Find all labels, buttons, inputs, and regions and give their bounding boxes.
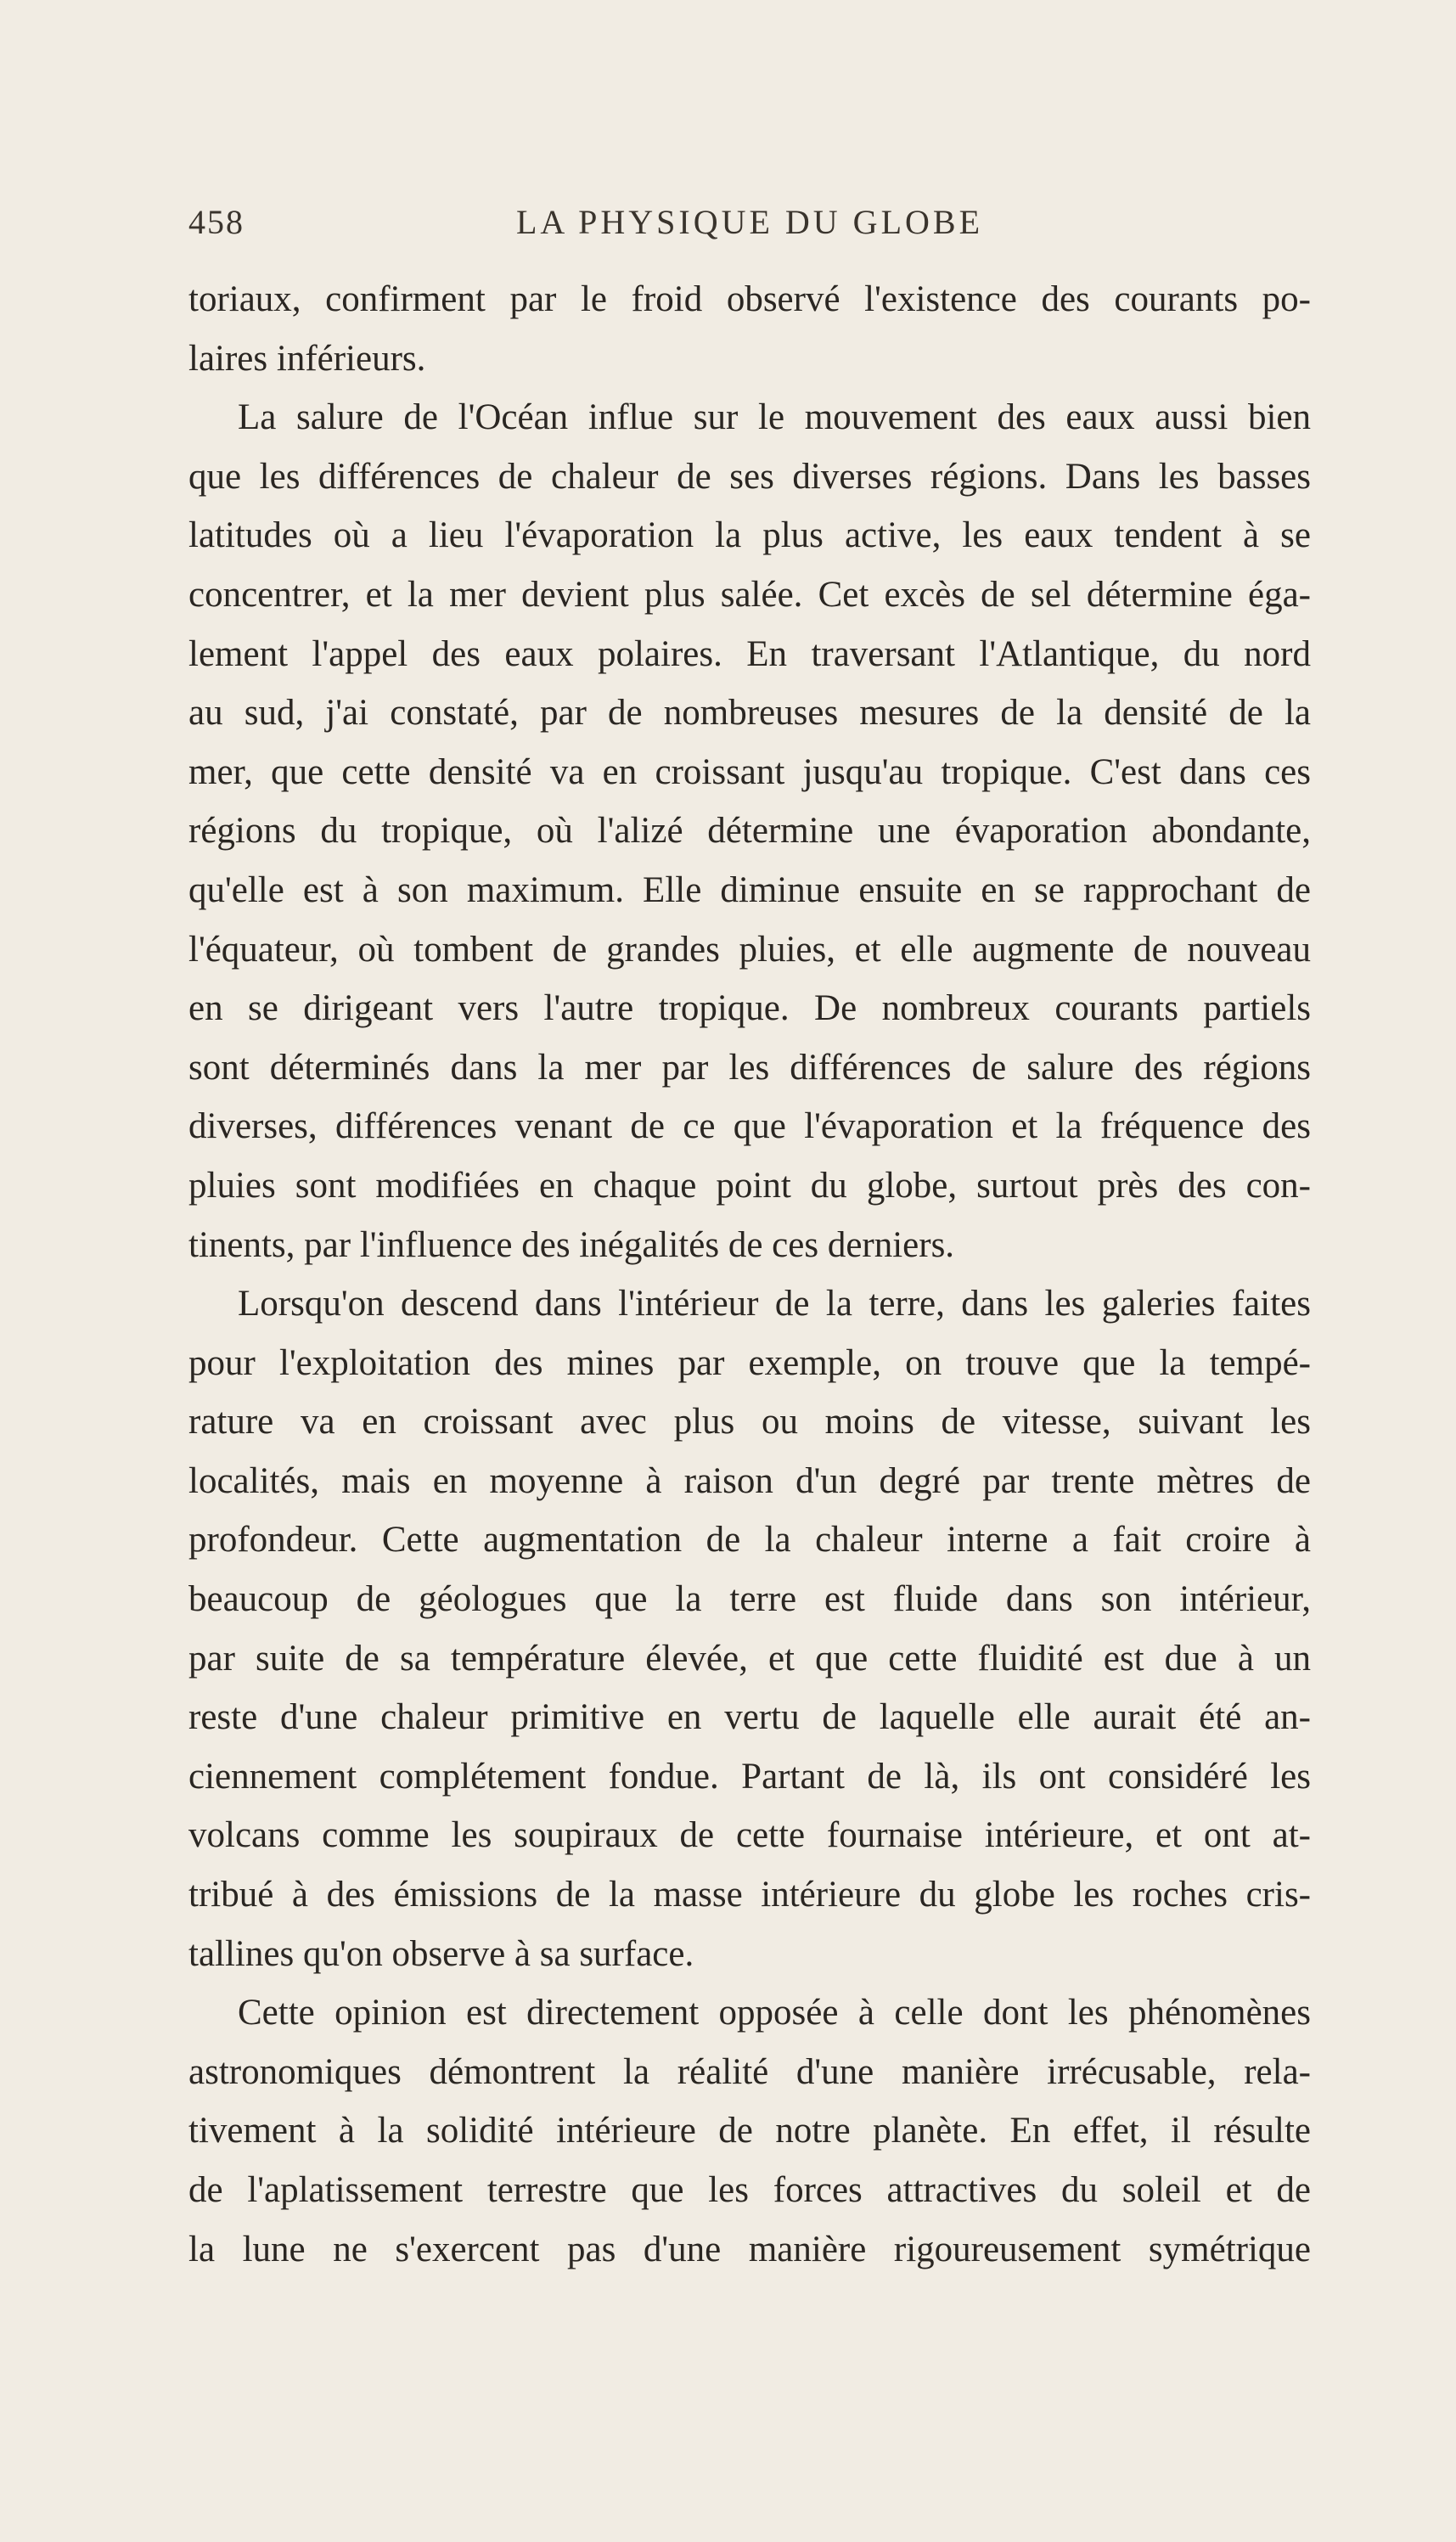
text-line: l'équateur, où tombent de grandes pluies, et elle augmente de nouveau xyxy=(188,929,1311,970)
text-line: tinents, par l'influence des inégalités de ces derniers. xyxy=(188,1224,955,1265)
text-line: mer, que cette densité va en croissant jusqu'au tropique. C'est dans ces xyxy=(188,751,1311,792)
text-line: tribué à des émissions de la masse intérieure du globe les roches cris- xyxy=(188,1875,1311,1915)
text-line: que les différences de chaleur de ses diverses régions. Dans les basses xyxy=(188,456,1311,497)
text-line: régions du tropique, où l'alizé détermine une évaporation abondante, xyxy=(188,811,1311,852)
text-line: au sud, j'ai constaté, par de nombreuses mesures de la densité de la xyxy=(188,693,1311,734)
page-number: 458 xyxy=(188,203,245,241)
text-line: concentrer, et la mer devient plus salée. Cet excès de sel détermine éga- xyxy=(188,574,1311,615)
text-line: par suite de sa température élevée, et que cette fluidité est due à un xyxy=(188,1638,1311,1679)
text-line: rature va en croissant avec plus ou moins de vitesse, suivant les xyxy=(188,1402,1311,1443)
text-line: la lune ne s'exercent pas d'une manière rigoureusement symétrique xyxy=(188,2229,1311,2269)
text-line: diverses, différences venant de ce que l'évaporation et la fréquence des xyxy=(188,1106,1311,1147)
text-line: reste d'une chaleur primitive en vertu de laquelle elle aurait été an- xyxy=(188,1697,1311,1738)
text-line: pour l'exploitation des mines par exemple, on trouve que la tempé- xyxy=(188,1342,1311,1383)
running-title: LA PHYSIQUE DU GLOBE xyxy=(516,203,983,241)
text-line: Lorsqu'on descend dans l'intérieur de la terre, dans les galeries faites xyxy=(238,1284,1311,1324)
text-line: tallines qu'on observe à sa surface. xyxy=(188,1933,694,1974)
text-line: beaucoup de géologues que la terre est fluide dans son intérieur, xyxy=(188,1579,1311,1620)
text-line: qu'elle est à son maximum. Elle diminue ensuite en se rapprochant de xyxy=(188,869,1311,910)
text-line: ciennement complétement fondue. Partant de là, ils ont considéré les xyxy=(188,1756,1311,1797)
text-line: tivement à la solidité intérieure de notre planète. En effet, il résulte xyxy=(188,2111,1311,2151)
text-line: lement l'appel des eaux polaires. En traversant l'Atlantique, du nord xyxy=(188,633,1311,674)
text-line: astronomiques démontrent la réalité d'une manière irrécusable, rela- xyxy=(188,2051,1311,2092)
text-line: en se dirigeant vers l'autre tropique. De nombreux courants partiels xyxy=(188,988,1311,1029)
text-line: toriaux, confirment par le froid observé l'existence des courants po- xyxy=(188,279,1311,319)
text-line: laires inférieurs. xyxy=(188,338,426,379)
text-line: La salure de l'Océan influe sur le mouvement des eaux aussi bien xyxy=(238,397,1311,438)
text-line: Cette opinion est directement opposée à celle dont les phénomènes xyxy=(238,1993,1311,2033)
text-line: localités, mais en moyenne à raison d'un degré par trente mètres de xyxy=(188,1460,1311,1501)
text-line: profondeur. Cette augmentation de la chaleur interne a fait croire à xyxy=(188,1520,1311,1561)
running-head xyxy=(188,202,1311,253)
text-line: sont déterminés dans la mer par les différences de salure des régions xyxy=(188,1047,1311,1088)
text-line: de l'aplatissement terrestre que les forces attractives du soleil et de xyxy=(188,2170,1311,2210)
text-line: volcans comme les soupiraux de cette fournaise intérieure, et ont at- xyxy=(188,1815,1311,1856)
text-line: pluies sont modifiées en chaque point du globe, surtout près des con- xyxy=(188,1165,1311,1206)
text-line: latitudes où a lieu l'évaporation la plus active, les eaux tendent à se xyxy=(188,515,1311,556)
body-text xyxy=(188,270,1311,2279)
